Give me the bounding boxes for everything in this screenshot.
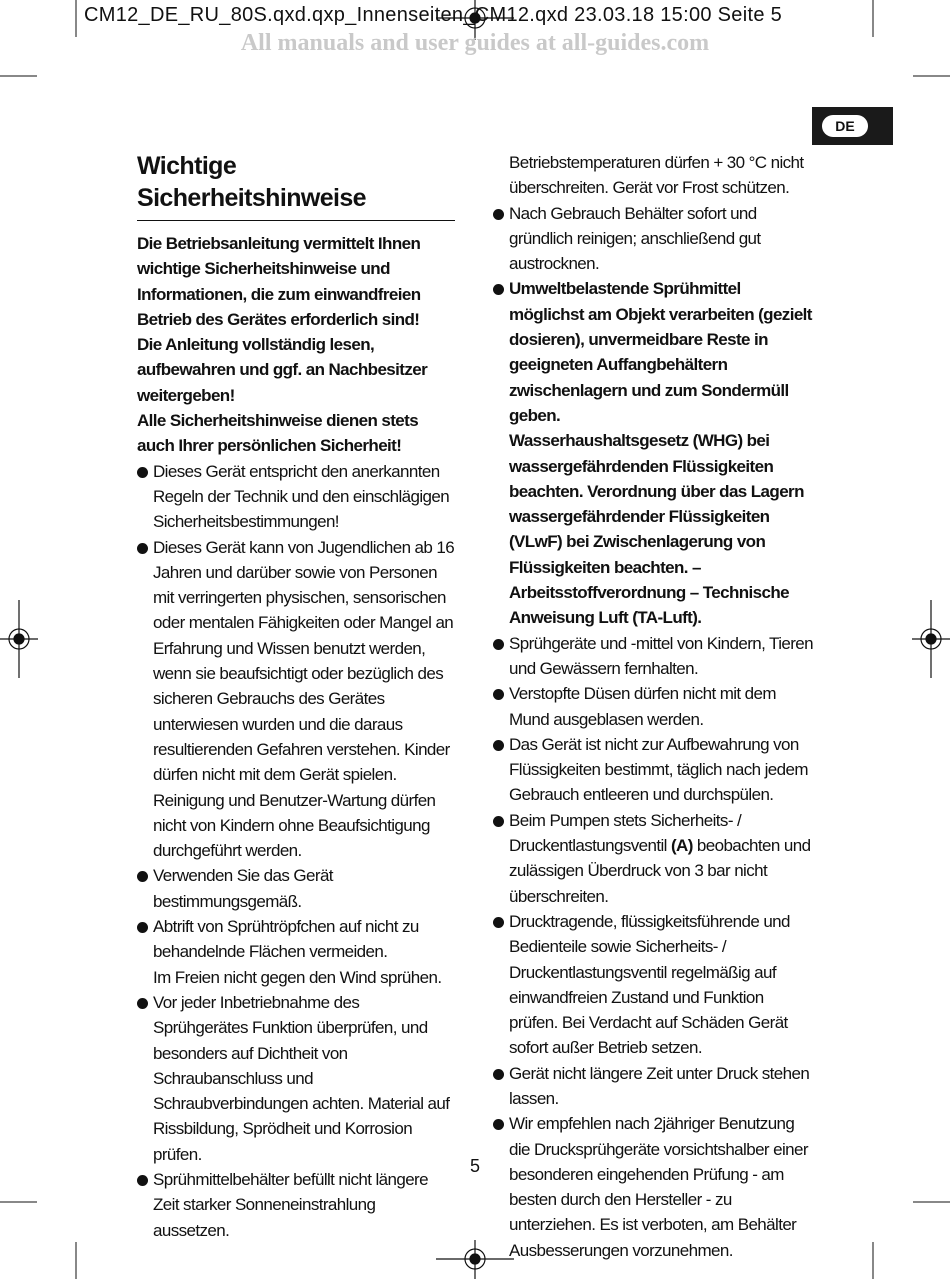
list-item-text: Verstopfte Düsen dürfen nicht mit dem Mund ausgeblasen werden.	[509, 684, 776, 729]
list-item-text: Wir empfehlen nach 2jähriger Benutzung die Drucksprühgeräte vorsichtshalber einer besonderen eingehenden Prüfung - am besten durch den Hersteller - zu unterziehen. Es ist verboten, am Behälter Ausbesserungen vorzunehmen.	[509, 1114, 808, 1260]
page-number: 5	[469, 1156, 480, 1176]
registration-mark-right	[912, 600, 950, 678]
list-item	[493, 631, 815, 682]
list-item	[493, 909, 815, 1061]
list-item-text-2: Im Freien nicht gegen den Wind sprühen.	[153, 967, 442, 987]
right-column	[493, 150, 815, 1263]
watermark: All manuals and user guides at all-guides.com	[240, 30, 710, 56]
list-item	[493, 276, 815, 630]
list-item	[137, 1167, 455, 1243]
page-title: Wichtige Sicherheitshinweise	[137, 152, 366, 212]
list-item	[137, 990, 455, 1167]
list-item	[493, 732, 815, 808]
list-item	[137, 459, 455, 535]
list-item	[493, 1061, 815, 1112]
list-item-text: Abtrift von Sprühtröpfchen auf nicht zu behandelnde Flächen vermeiden.	[153, 917, 419, 962]
list-item-text-bold: Umweltbelastende Sprühmittel möglichst am Objekt verarbeiten (gezielt dosieren), unvermeidbare Reste in geeigneten Auffangbehältern zwischenlagern und zum Sondermüll geben.	[509, 279, 812, 425]
left-column	[137, 150, 455, 1243]
intro-paragraph-3: Alle Sicherheitshinweise dienen stets auch Ihrer persönlichen Sicherheit!	[137, 411, 419, 456]
list-item	[137, 863, 455, 914]
list-item-text: Vor jeder Inbetriebnahme des Sprühgerätes Funktion überprüfen, und besonders auf Dichtheit von Schraubanschluss und Schraubverbindungen achten. Material auf Rissbildung, Sprödheit und Korrosion prüfen.	[153, 992, 450, 1164]
list-item-text: Gerät nicht längere Zeit unter Druck stehen lassen.	[509, 1063, 810, 1108]
list-item	[493, 808, 815, 909]
language-tab	[812, 107, 893, 145]
intro-paragraph-2: Die Anleitung vollständig lesen, aufbewahren und ggf. an Nachbesitzer weitergeben!	[137, 335, 428, 405]
list-item	[493, 1111, 815, 1263]
list-item	[493, 681, 815, 732]
list-item-text: Drucktragende, flüssigkeitsführende und Bedienteile sowie Sicherheits- / Druckentlastungsventil regelmäßig auf einwandfreien Zustand und Funktion prüfen. Bei Verdacht auf Schäden Gerät sofort außer Betrieb setzen.	[509, 911, 790, 1058]
list-item-text: Dieses Gerät kann von Jugendlichen ab 16 Jahren und darüber sowie von Personen mit verringerten physischen, sensorischen oder mentalen Fähigkeiten oder Mangel an Erfahrung und Wissen benutzt werden, wenn sie beaufsichtigt oder bezüglich des sicheren Gebrauchs des Gerätes unterwiesen wurden und die daraus resultierenden Gefahren verstehen. Kinder dürfen nicht mit dem Gerät spielen. Reinigung und Benutzer-Wartung dürfen nicht von Kindern ohne Beaufsichtigung durchgeführt werden.	[153, 537, 455, 861]
list-item	[493, 201, 815, 277]
valve-reference: (A)	[670, 836, 693, 856]
continued-text: Betriebstemperaturen dürfen + 30 °C nicht überschreiten. Gerät vor Frost schützen.	[509, 153, 804, 198]
list-item-text: Sprühgeräte und -mittel von Kindern, Tieren und Gewässern fernhalten.	[509, 633, 813, 678]
intro-paragraph-1: Die Betriebsanleitung vermittelt Ihnen wichtige Sicherheitshinweise und Informationen, die zum einwandfreien Betrieb des Gerätes erforderlich sind!	[137, 234, 421, 329]
list-item	[137, 535, 455, 864]
list-item-text-bold-2: Wasserhaushaltsgesetz (WHG) bei wassergefährdenden Flüssigkeiten beachten. Verordnung über das Lagern wassergefährdender Flüssigkeiten (VLwF) bei Zwischenlagerung von Flüssigkeiten beachten. – Arbeitsstoffverordnung – Technische Anweisung Luft (TA-Luft).	[509, 431, 804, 628]
right-bullet-list	[493, 201, 815, 1263]
registration-mark-left	[0, 600, 38, 678]
list-item-text: Verwenden Sie das Gerät bestimmungsgemäß.	[153, 866, 333, 911]
print-slug-line: CM12_DE_RU_80S.qxd.qxp_Innenseiten_CM12.qxd 23.03.18 15:00 Seite 5	[84, 4, 783, 26]
list-item-text-end: beobachten und zulässigen Überdruck von 3 bar nicht überschreiten.	[509, 836, 811, 906]
list-item	[137, 914, 455, 990]
list-item-text: Dieses Gerät entspricht den anerkannten Regeln der Technik und den einschlägigen Sicherheitsbestimmungen!	[153, 461, 450, 532]
list-item-text: Das Gerät ist nicht zur Aufbewahrung von Flüssigkeiten bestimmt, täglich nach jedem Gebrauch entleeren und durchspülen.	[509, 734, 808, 805]
title-divider	[137, 220, 455, 221]
list-item-text: Nach Gebrauch Behälter sofort und gründlich reinigen; anschließend gut austrocknen.	[509, 203, 761, 274]
list-item-text: Beim Pumpen stets Sicherheits- / Druckentlastungsventil	[509, 810, 742, 856]
list-item-text: Sprühmittelbehälter befüllt nicht längere Zeit starker Sonneneinstrahlung aussetzen.	[153, 1169, 428, 1240]
left-bullet-list	[137, 459, 455, 1243]
language-label: DE	[822, 115, 868, 137]
